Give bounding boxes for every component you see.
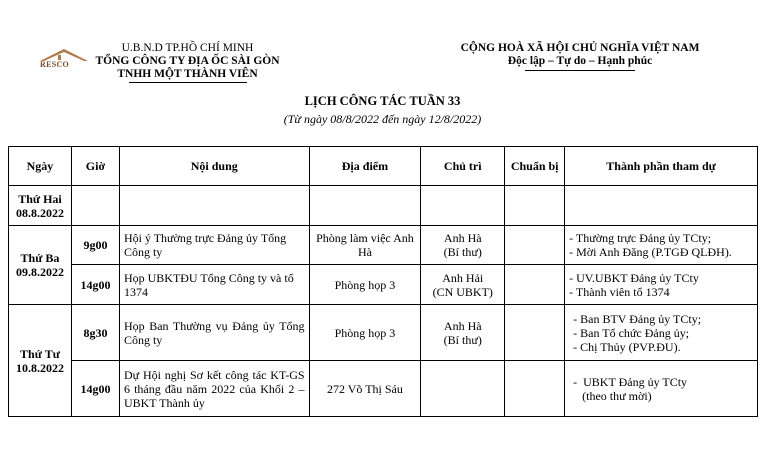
day-cell: Thứ Tư 10.8.2022	[9, 305, 72, 417]
attendees-cell: - Ban BTV Đảng ủy TCty; - Ban Tổ chức Đảng ủy; - Chị Thủy (PVP.ĐU).	[565, 305, 758, 361]
logo-text: RESCO	[40, 60, 70, 69]
header-left-rule	[129, 82, 247, 83]
location-cell: Phòng họp 3	[309, 265, 421, 305]
page-subtitle: (Từ ngày 08/8/2022 đến ngày 12/8/2022)	[283, 112, 482, 126]
col-header-time: Giờ	[71, 147, 119, 186]
content-cell: Hội ý Thường trực Đảng ủy Tổng Công ty	[119, 226, 309, 265]
time-cell: 14g00	[71, 361, 119, 417]
time-cell: 14g00	[71, 265, 119, 305]
content-cell: Dự Hội nghị Sơ kết công tác KT-GS 6 tháng đầu năm 2022 của Khối 2 – UBKT Thành ủy	[119, 361, 309, 417]
table-row	[9, 186, 758, 226]
time-cell: 9g00	[71, 226, 119, 265]
col-header-attendees: Thành phần tham dự	[565, 147, 758, 186]
col-header-prep: Chuẩn bị	[505, 147, 565, 186]
col-header-location: Địa điểm	[309, 147, 421, 186]
chair-cell: Anh Hà (Bí thư)	[421, 226, 505, 265]
header-right-line1: CỘNG HOÀ XÃ HỘI CHỦ NGHĨA VIỆT NAM	[460, 42, 700, 54]
content-cell: Họp Ban Thường vụ Đảng ủy Tổng Công ty	[119, 305, 309, 361]
prep-cell	[505, 226, 565, 265]
time-cell: 8g30	[71, 305, 119, 361]
table-row	[9, 265, 758, 305]
schedule-table	[8, 146, 758, 417]
col-header-day: Ngày	[9, 147, 72, 186]
chair-cell	[421, 361, 505, 417]
header-left-line1: U.B.N.D TP.HỒ CHÍ MINH	[121, 42, 254, 54]
chair-cell: Anh Hà (Bí thư)	[421, 305, 505, 361]
header-left-line3: TNHH MỘT THÀNH VIÊN	[117, 68, 258, 80]
attendees-cell: - UBKT Đảng ủy TCty (theo thư mời)	[565, 361, 758, 417]
table-row	[9, 226, 758, 265]
header-left-line2: TỔNG CÔNG TY ĐỊA ỐC SÀI GÒN	[95, 55, 280, 67]
content-cell: Họp UBKTĐU Tổng Công ty và tổ 1374	[119, 265, 309, 305]
table-row	[9, 361, 758, 417]
col-header-chair: Chủ trì	[421, 147, 505, 186]
header-right-line2: Độc lập – Tự do – Hạnh phúc	[507, 55, 653, 67]
location-cell: Phòng làm việc Anh Hà	[309, 226, 421, 265]
page-title: LỊCH CÔNG TÁC TUẦN 33	[304, 94, 461, 108]
table-header-row	[9, 147, 758, 186]
header-right-rule	[525, 70, 635, 71]
day-cell: Thứ Hai 08.8.2022	[9, 186, 72, 226]
chair-cell: Anh Hải (CN UBKT)	[421, 265, 505, 305]
table-row	[9, 305, 758, 361]
header-right	[440, 42, 720, 71]
prep-cell	[505, 305, 565, 361]
location-cell: Phòng họp 3	[309, 305, 421, 361]
prep-cell	[505, 361, 565, 417]
header-left	[80, 42, 295, 83]
location-cell: 272 Võ Thị Sáu	[309, 361, 421, 417]
day-cell: Thứ Ba 09.8.2022	[9, 226, 72, 305]
attendees-cell: - UV.UBKT Đảng ủy TCty - Thành viên tổ 1374	[565, 265, 758, 305]
prep-cell	[505, 265, 565, 305]
col-header-content: Nội dung	[119, 147, 309, 186]
attendees-cell: - Thường trực Đảng ủy TCty; - Mời Anh Đăng (P.TGĐ QLĐH).	[565, 226, 758, 265]
